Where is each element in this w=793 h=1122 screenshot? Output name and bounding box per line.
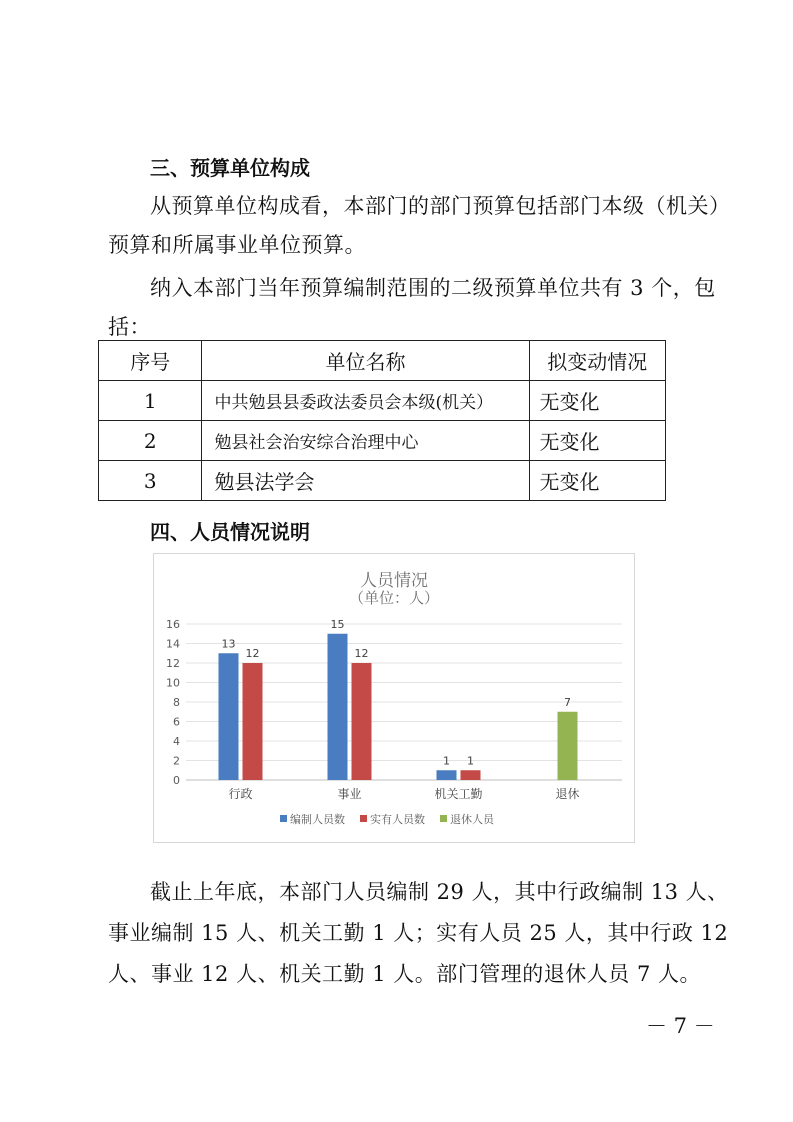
- data-label: 12: [354, 647, 369, 660]
- legend-label: 编制人员数: [290, 813, 345, 826]
- table-row: [99, 381, 666, 421]
- table-cell-change-status: 无变化: [529, 461, 666, 501]
- table-row: [99, 421, 666, 461]
- bar-1: [328, 634, 348, 780]
- bar-2: [352, 663, 372, 780]
- x-tick-label: 机关工勤: [434, 787, 483, 801]
- table-cell-unit-name: 勉县社会治安综合治理中心: [202, 421, 529, 461]
- table-cell-index: 1: [99, 381, 202, 421]
- table-header-row: [99, 341, 666, 381]
- section3-paragraph2-line1: 纳入本部门当年预算编制范围的二级预算单位共有 3 个，包: [150, 276, 716, 300]
- y-tick-label: 16: [166, 618, 180, 631]
- x-tick-label: 事业: [337, 787, 362, 801]
- legend-swatch: [440, 815, 447, 822]
- page-number: － 7 －: [646, 1014, 715, 1038]
- table-cell-index: 3: [99, 461, 202, 501]
- data-label: 15: [330, 617, 345, 631]
- budget-units-table: [98, 340, 666, 501]
- x-tick-label: 行政: [228, 787, 253, 801]
- data-label: 1: [467, 754, 474, 768]
- y-tick-label: 6: [173, 715, 180, 729]
- table-header-unit-name: 单位名称: [202, 341, 529, 381]
- chart-plot: [154, 554, 634, 842]
- data-label: 12: [245, 647, 260, 660]
- bar-1: [219, 653, 239, 780]
- bar-2: [461, 770, 481, 780]
- table-cell-change-status: 无变化: [529, 421, 666, 461]
- data-label: 7: [564, 695, 571, 709]
- y-tick-label: 8: [173, 696, 180, 709]
- x-tick-label: 退休: [555, 787, 580, 801]
- section4-heading: 四、人员情况说明: [150, 520, 310, 544]
- y-tick-label: 12: [166, 657, 180, 670]
- bar-1: [437, 770, 457, 780]
- data-label: 1: [443, 754, 450, 768]
- legend-label: 实有人员数: [370, 813, 425, 826]
- y-tick-label: 4: [173, 735, 180, 748]
- section4-paragraph-line1: 截止上年底，本部门人员编制 29 人，其中行政编制 13 人、: [150, 880, 729, 904]
- table-cell-change-status: 无变化: [529, 381, 666, 421]
- chart-title: 人员情况: [360, 571, 428, 591]
- table-header-change-status: 拟变动情况: [529, 341, 666, 381]
- table-header-index: 序号: [99, 341, 202, 381]
- section3-paragraph2-line2: 括：: [108, 315, 151, 339]
- table-cell-unit-name: 勉县法学会: [202, 461, 529, 501]
- legend-swatch: [360, 815, 367, 822]
- section4-paragraph-line2: 事业编制 15 人、机关工勤 1 人；实有人员 25 人，其中行政 12: [108, 921, 729, 945]
- y-tick-label: 0: [173, 774, 180, 787]
- y-tick-label: 14: [166, 637, 180, 651]
- staff-bar-chart: [153, 553, 635, 843]
- data-label: 13: [221, 637, 236, 651]
- table-row: [99, 461, 666, 501]
- legend-swatch: [280, 815, 287, 822]
- y-tick-label: 2: [173, 754, 180, 768]
- table-cell-unit-name: 中共勉县县委政法委员会本级(机关）: [202, 381, 529, 421]
- section3-paragraph1-line2: 预算和所属事业单位预算。: [108, 233, 366, 257]
- table-cell-index: 2: [99, 421, 202, 461]
- section3-paragraph1-line1: 从预算单位构成看，本部门的部门预算包括部门本级（机关）: [150, 194, 731, 218]
- y-tick-label: 10: [166, 676, 180, 690]
- section3-heading: 三、预算单位构成: [150, 156, 310, 180]
- section4-paragraph-line3: 人、事业 12 人、机关工勤 1 人。部门管理的退休人员 7 人。: [108, 962, 701, 986]
- legend-label: 退休人员: [450, 813, 494, 826]
- chart-subtitle: （单位：人）: [348, 589, 439, 607]
- bar-2: [243, 663, 263, 780]
- bar-3: [558, 712, 578, 780]
